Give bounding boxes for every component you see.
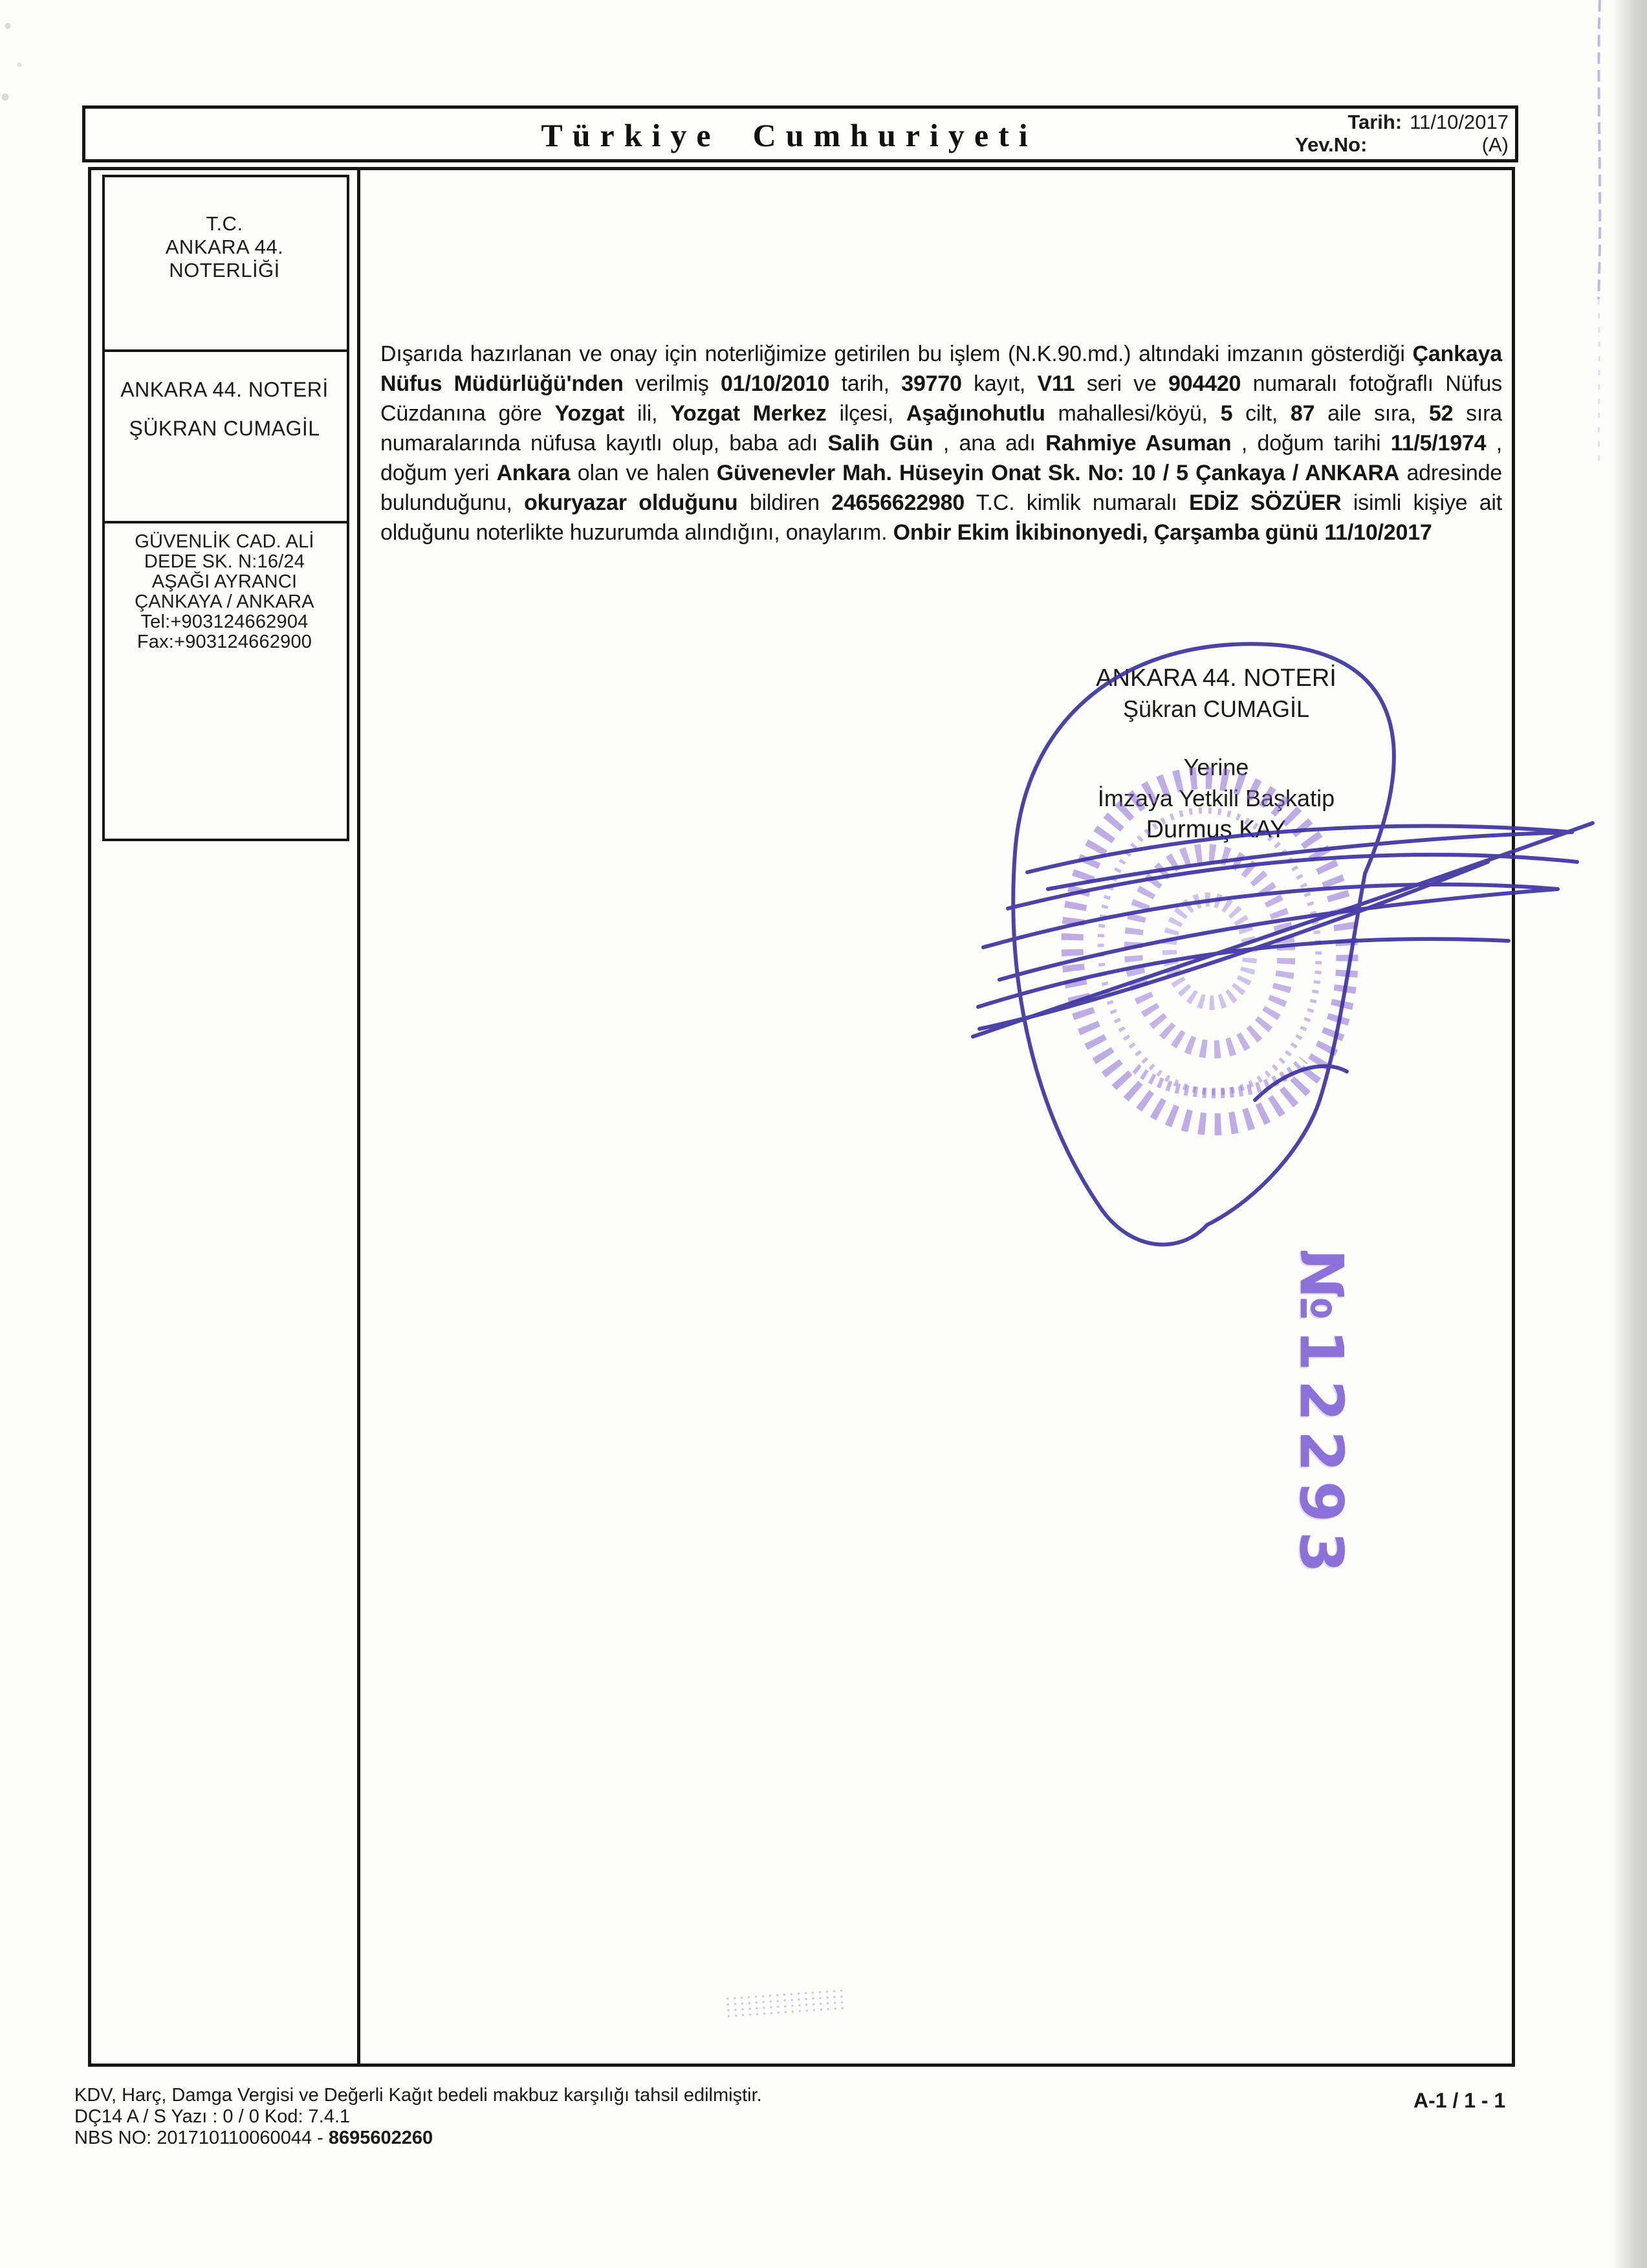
notary-name-block [105, 370, 344, 448]
header-meta [1295, 111, 1509, 156]
bold-run: 11/5/1974 [1390, 431, 1487, 456]
footer-tax-note: KDV, Harç, Damga Vergisi ve Değerli Kağıt bedeli makbuz karşılığı tahsil edilmiştir. [74, 2085, 762, 2106]
notary-office-block [105, 212, 344, 282]
bold-run: Onbir Ekim İkibinonyedi, Çarşamba günü 11/10/2017 [893, 520, 1432, 545]
text-run: ilçesi, [826, 401, 906, 426]
date-row [1295, 111, 1509, 133]
sidebar-divider-line [357, 167, 360, 2067]
text-run: sıra numaralarında nüfusa kayıtlı olup, baba adı [380, 401, 1503, 456]
scan-ink-streak [1598, 0, 1600, 466]
text-line: ÇANKAYA / ANKARA [135, 591, 314, 612]
sidebar-divider-1 [102, 349, 349, 352]
text-run: mahallesi/köyü, [1045, 401, 1221, 426]
date-value: 11/10/2017 [1410, 111, 1509, 133]
bold-run: Yozgat Merkez [670, 401, 827, 426]
bold-run: Yozgat [554, 401, 625, 426]
text-run: T.C. kimlik numaralı [965, 490, 1189, 515]
certification-paragraph [380, 339, 1502, 547]
bold-run: EDİZ SÖZÜER [1188, 490, 1342, 515]
text-run: , doğum yeri [380, 431, 1502, 485]
footer-notes [74, 2085, 762, 2149]
bold-run: 5 [1220, 401, 1233, 426]
text-line: NOTERLİĞİ [169, 259, 280, 281]
bold-run: V11 [1037, 371, 1075, 396]
text-line: AŞAĞI AYRANCI [151, 571, 298, 592]
bold-run: Ankara [496, 461, 571, 485]
yevno-row [1295, 133, 1509, 156]
text-line: ANKARA 44. NOTERİ [120, 378, 329, 401]
footer-code-line: DÇ14 A / S Yazı : 0 / 0 Kod: 7.4.1 [74, 2106, 351, 2127]
text-run: , doğum tarihi [1231, 431, 1391, 456]
bold-run: Salih Gün [827, 431, 933, 456]
nbs-number-bold: 8695602260 [328, 2128, 433, 2148]
bold-run: Aşağınohutlu [906, 401, 1045, 426]
scan-corner-speckles [0, 6, 52, 110]
text-run: kayıt, [961, 371, 1038, 396]
text-run: seri ve [1074, 371, 1168, 396]
bold-run: Güvenevler Mah. Hüseyin Onat Sk. No: 10 / 5 Çankaya / ANKARA [716, 461, 1400, 485]
text-line: GÜVENLİK CAD. ALİ [135, 531, 314, 552]
bold-run: 52 [1428, 401, 1454, 426]
yevno-label: Yev.No: [1295, 133, 1368, 156]
bold-run: Rahmiye Asuman [1045, 431, 1232, 456]
text-run: Dışarıda hazırlanan ve onay için noterliğimize getirilen bu işlem (N.K.90.md.) altındaki imzanın gösterdiği [380, 342, 1413, 366]
bold-run: 39770 [901, 371, 962, 396]
text-run: verilmiş [623, 371, 721, 396]
signature-spacer [996, 725, 1436, 752]
yevno-value: (A) [1481, 133, 1509, 156]
footer-nbs-line [74, 2128, 762, 2149]
page-reference: A-1 / 1 - 1 [1413, 2089, 1506, 2112]
scan-edge-band [1612, 0, 1647, 2268]
text-run: ili, [624, 401, 671, 426]
text-run: cilt, [1232, 401, 1291, 426]
text-run: bildiren [737, 490, 832, 515]
text-line: Fax:+903124662900 [136, 632, 312, 652]
text-run: aile sıra, [1314, 401, 1429, 426]
text-line: Tel:+903124662904 [140, 611, 309, 632]
document-title: Türkiye Cumhuriyeti [541, 117, 1038, 153]
text-line: ANKARA 44. [165, 236, 284, 258]
bold-run: Çankaya Nüfus Müdürlüğü'nden [380, 342, 1502, 396]
text-run: numaralı fotoğraflı Nüfus Cüzdanına göre [380, 371, 1503, 426]
text-run: olan ve halen [570, 461, 717, 485]
text-run: isimli kişiye ait olduğunu noterlikte huzurumda alındığını, onaylarım. [380, 490, 1503, 545]
nbs-number-prefix: NBS NO: 201710110060044 - [74, 2128, 329, 2148]
text-line: ŞÜKRAN CUMAGİL [129, 417, 320, 440]
bold-run: 01/10/2010 [721, 371, 830, 396]
text-run: , ana adı [933, 431, 1046, 456]
text-line: DEDE SK. N:16/24 [144, 551, 305, 572]
signature-deputy-name: Durmuş KAY [1146, 816, 1287, 843]
signature-notary-name: Şükran CUMAGİL [1122, 696, 1310, 722]
bold-run: 87 [1290, 401, 1315, 426]
bold-run: okuryazar olduğunu [524, 490, 738, 515]
registration-number-stamp: №12293 [1287, 1249, 1356, 1582]
signature-yerine-line: Yerine [1183, 754, 1249, 780]
text-line: T.C. [206, 212, 243, 235]
date-label: Tarih: [1347, 111, 1402, 133]
bold-run: 24656622980 [831, 490, 965, 515]
signature-office-line: ANKARA 44. NOTERİ [1096, 665, 1336, 692]
sidebar-divider-2 [102, 521, 349, 523]
signature-block [996, 663, 1436, 845]
signature-deputy-title: İmzaya Yetkili Başkatip [1097, 785, 1335, 811]
text-run: tarih, [829, 371, 902, 396]
bold-run: 904420 [1168, 371, 1241, 396]
text-run: adresinde bulunduğunu, [380, 461, 1502, 515]
notary-address-block [105, 532, 344, 652]
